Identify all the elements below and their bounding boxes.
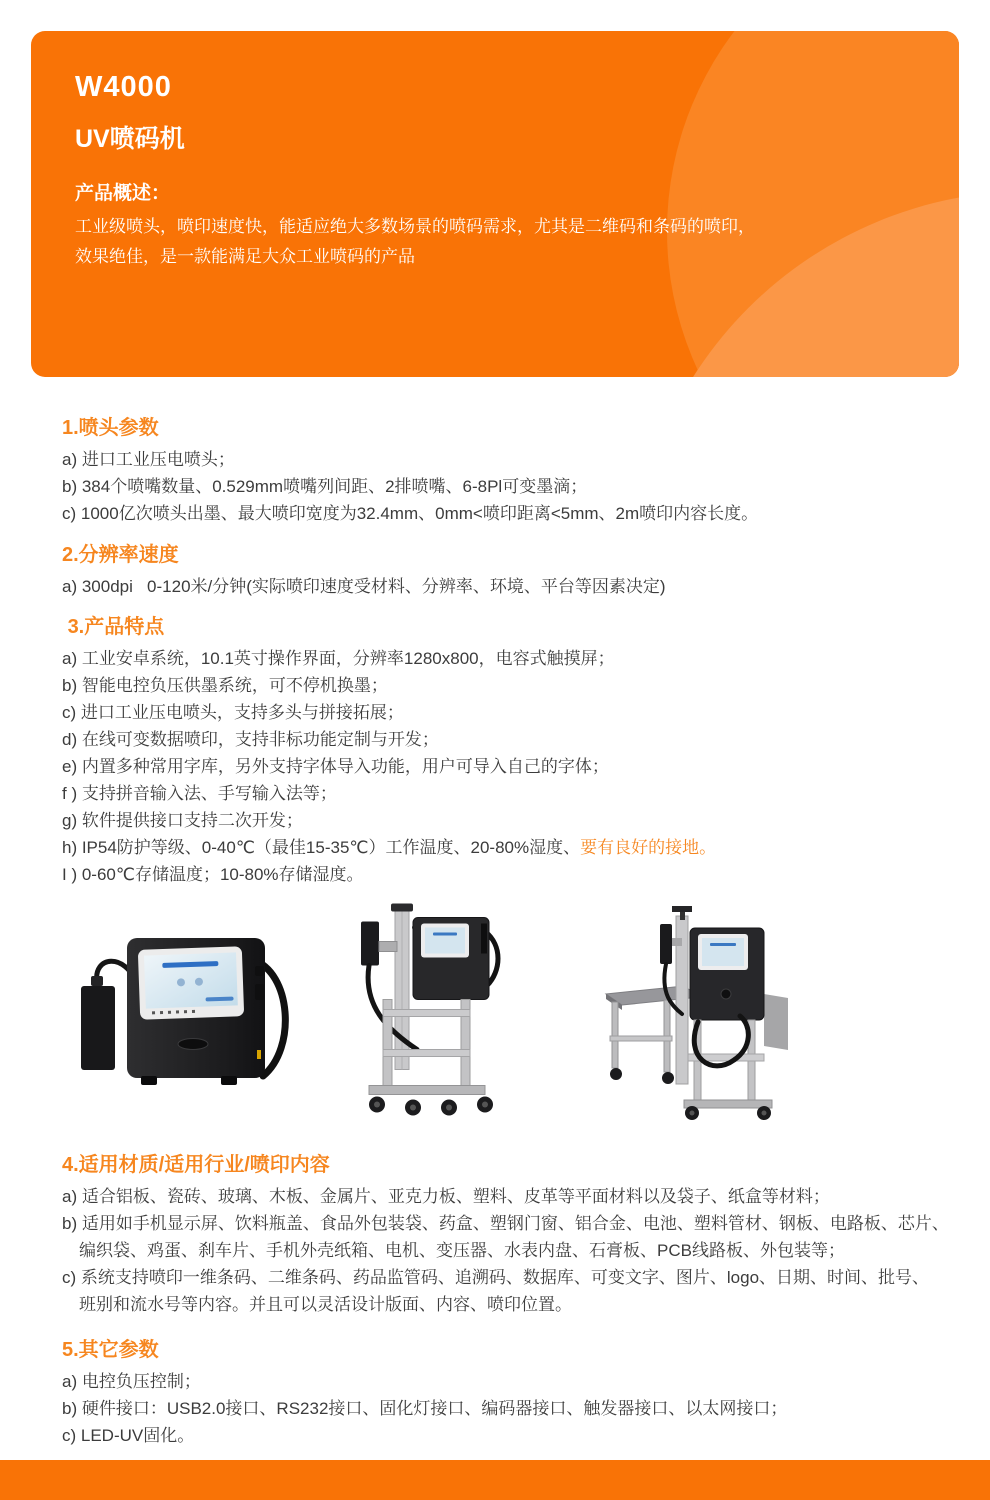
overview-line: 效果绝佳，是一款能满足大众工业喷码的产品 [75,247,415,266]
spec-line: g) 软件提供接口支持二次开发； [62,811,303,830]
product-gallery [62,900,962,1135]
section-title: 3.产品特点 [62,616,165,638]
spec-line: d) 在线可变数据喷印，支持非标功能定制与开发； [62,730,439,749]
section-title: 1.喷头参数 [62,417,159,439]
spec-line: c) 系统支持喷印一维条码、二维条码、药品监管码、追溯码、数据库、可变文字、图片、logo、日期、时间、批号、 [62,1268,930,1287]
product-name: UV喷码机 [75,125,185,153]
hero-banner [31,31,959,377]
spec-line: a) 工业安卓系统，10.1英寸操作界面，分辨率1280x800，电容式触摸屏； [62,649,615,668]
spec-line-highlight: 要有良好的接地。 [580,838,717,857]
spec-line: a) 电控负压控制； [62,1372,201,1391]
section-title: 5.其它参数 [62,1339,159,1361]
spec-line: c) 进口工业压电喷头，支持多头与拼接拓展； [62,703,404,722]
spec-line: b) 硬件接口：USB2.0接口、RS232接口、固化灯接口、编码器接口、触发器接口、以太网接口； [62,1399,788,1418]
product-model: W4000 [75,71,172,103]
spec-line-continuation: 编织袋、鸡蛋、刹车片、手机外壳纸箱、电机、变压器、水表内盘、石膏板、PCB线路板、外包装等； [79,1241,845,1260]
spec-line-continuation: 班别和流水号等内容。并且可以灵活设计版面、内容、喷印位置。 [79,1295,572,1314]
section-other-params [62,1338,962,1449]
spec-line: a) 300dpi 0-120米/分钟(实际喷印速度受材料、分辨率、环境、平台等因素决定) [62,577,666,596]
bottom-bar [0,1460,990,1500]
product-photo-conveyor-printer [600,902,790,1120]
spec-line: a) 适合铝板、瓷砖、玻璃、木板、金属片、亚克力板、塑料、皮革等平面材料以及袋子、纸盒等材料； [62,1187,830,1206]
section-title: 4.适用材质/适用行业/喷印内容 [62,1154,330,1176]
section-printhead-params [62,416,962,527]
section-product-features [62,615,962,888]
product-photo-standalone-printer [75,908,300,1098]
spec-line: b) 智能电控负压供墨系统，可不停机换墨； [62,676,388,695]
spec-line: e) 内置多种常用字库，另外支持字体导入功能，用户可导入自己的字体； [62,757,609,776]
overview-line: 工业级喷头，喷印速度快，能适应绝大多数场景的喷码需求，尤其是二维码和条码的喷印， [75,217,755,236]
spec-line: a) 进口工业压电喷头； [62,450,235,469]
product-photo-stand-mounted-printer [345,900,505,1118]
spec-line: c) LED-UV固化。 [62,1426,195,1445]
section-resolution-speed [62,543,962,600]
overview-label: 产品概述： [75,183,171,204]
spec-line: I ) 0-60℃存储温度；10-80%存储湿度。 [62,865,364,884]
spec-content [62,410,962,1449]
spec-line-grounding [62,834,962,861]
section-title: 2.分辨率速度 [62,544,179,566]
section-applicable-materials [62,1153,962,1318]
spec-line: b) 适用如手机显示屏、饮料瓶盖、食品外包装袋、药盒、塑钢门窗、铝合金、电池、塑料管材、钢板、电路板、芯片、 [62,1214,949,1233]
spec-line: c) 1000亿次喷头出墨、最大喷印宽度为32.4mm、0mm<喷印距离<5mm、2m喷印内容长度。 [62,504,759,523]
banner-content [31,31,959,266]
spec-line: f ) 支持拼音输入法、手写输入法等； [62,784,337,803]
spec-line-text: h) IP54防护等级、0-40℃（最佳15-35℃）工作温度、20-80%湿度、 [62,838,581,857]
spec-line: b) 384个喷嘴数量、0.529mm喷嘴列间距、2排喷嘴、6-8Pl可变墨滴； [62,477,588,496]
